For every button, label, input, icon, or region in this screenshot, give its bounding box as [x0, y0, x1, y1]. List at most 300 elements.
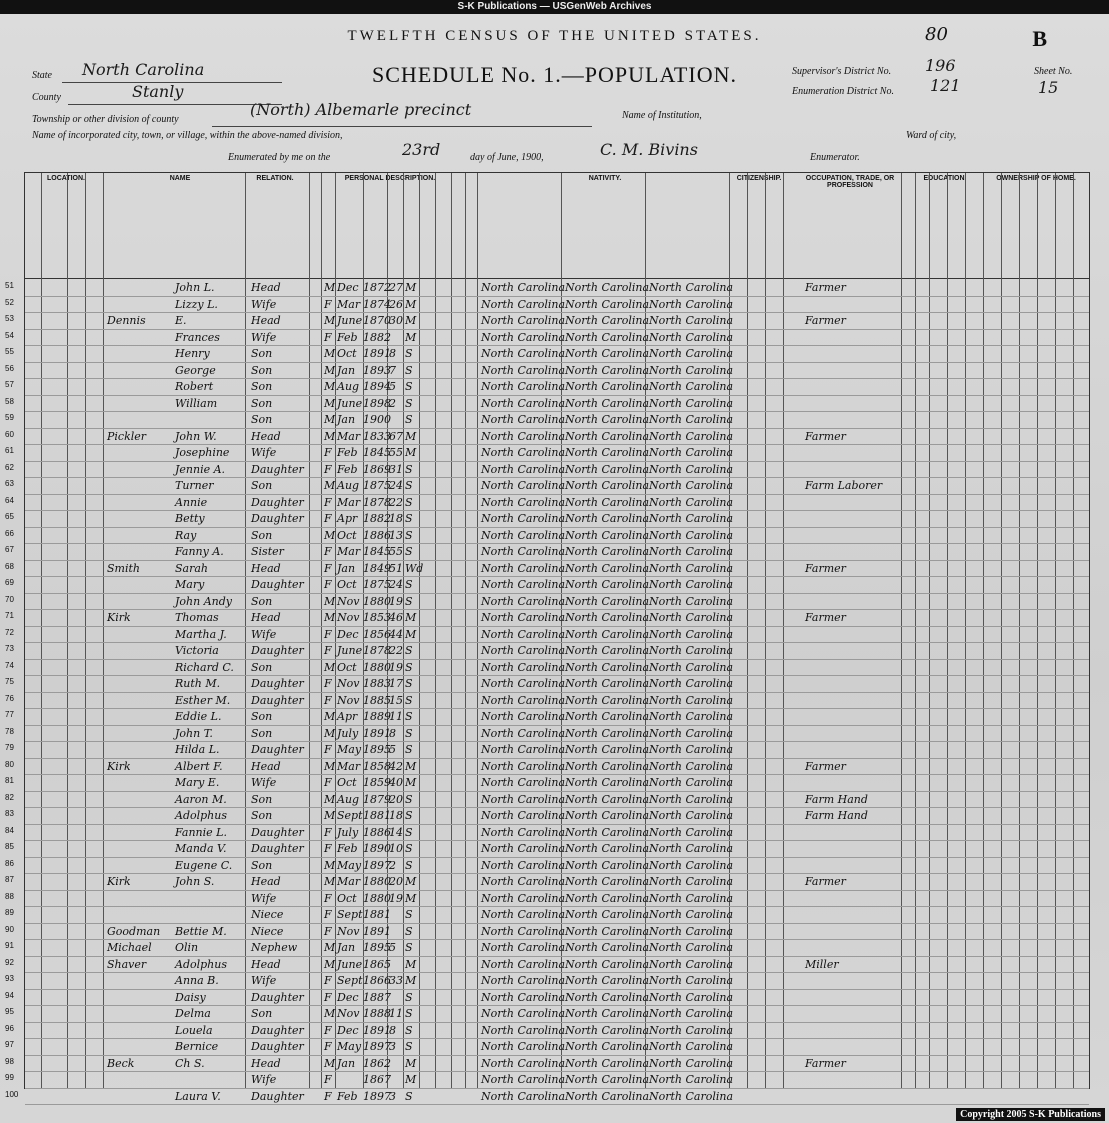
- enumeration-label: Enumeration District No.: [792, 86, 894, 97]
- cell-given: Mary E.: [175, 776, 220, 789]
- cell-father: North Carolina: [565, 908, 650, 921]
- cell-birthplace: North Carolina: [481, 396, 566, 410]
- cell-age: 55: [389, 545, 403, 558]
- cell-year: 1882: [363, 512, 391, 525]
- line-number: 95: [5, 1007, 14, 1016]
- cell-mother: North Carolina: [649, 429, 734, 443]
- cell-birthplace: North Carolina: [481, 693, 566, 707]
- cell-father: North Carolina: [565, 743, 650, 756]
- cell-mother: North Carolina: [649, 578, 734, 591]
- cell-father: North Carolina: [565, 380, 650, 393]
- cell-birthplace: North Carolina: [481, 297, 566, 311]
- cell-sex: F: [324, 1089, 332, 1103]
- col-nativity: NATIVITY.: [588, 175, 622, 182]
- cell-sex: F: [324, 1023, 332, 1037]
- cell-mother: North Carolina: [649, 974, 734, 987]
- cell-marital: S: [405, 924, 413, 938]
- cell-month: Jan: [337, 413, 356, 426]
- cell-mother: North Carolina: [649, 1056, 734, 1070]
- cell-given: Richard C.: [175, 660, 234, 674]
- cell-given: Louela: [175, 1023, 213, 1037]
- line-number: 72: [5, 627, 14, 637]
- table-row: [5, 609, 1089, 627]
- township-underline: [212, 126, 592, 127]
- cell-given: John Andy: [175, 594, 232, 608]
- cell-month: July: [337, 825, 359, 839]
- sheet-value: 15: [1038, 78, 1059, 97]
- cell-given: Aaron M.: [175, 792, 227, 806]
- cell-relation: Daughter: [251, 512, 304, 525]
- supervisor-value: 196: [925, 56, 956, 75]
- cell-birthplace: North Carolina: [481, 495, 566, 509]
- township-value: (North) Albemarle precinct: [250, 100, 472, 119]
- cell-marital: S: [405, 908, 413, 921]
- cell-year: 1867: [363, 1073, 391, 1086]
- cell-year: 1845: [363, 446, 391, 459]
- cell-month: June: [337, 957, 363, 971]
- cell-birthplace: North Carolina: [481, 941, 566, 954]
- table-row: [5, 576, 1089, 594]
- cell-year: 1890: [363, 842, 391, 855]
- cell-sex: M: [324, 941, 336, 954]
- cell-birthplace: North Carolina: [481, 413, 566, 426]
- cell-age: 8: [389, 347, 396, 360]
- cell-month: July: [337, 726, 359, 740]
- cell-birthplace: North Carolina: [481, 594, 566, 608]
- cell-father: North Carolina: [565, 347, 650, 360]
- cell-age: 42: [389, 759, 403, 773]
- cell-marital: S: [405, 660, 413, 674]
- cell-father: North Carolina: [565, 281, 650, 294]
- cell-year: 1882: [363, 330, 391, 344]
- table-row: [5, 659, 1089, 677]
- cell-father: North Carolina: [565, 363, 650, 377]
- cell-given: Adolphus: [175, 957, 227, 971]
- cell-sex: F: [324, 891, 332, 905]
- cell-birthplace: North Carolina: [481, 858, 566, 872]
- cell-month: Apr: [337, 512, 358, 525]
- cell-relation: Son: [251, 858, 273, 872]
- cell-father: North Carolina: [565, 413, 650, 426]
- cell-mother: North Carolina: [649, 825, 734, 839]
- cell-mother: North Carolina: [649, 561, 734, 575]
- cell-relation: Head: [251, 561, 281, 575]
- cell-mother: North Carolina: [649, 413, 734, 426]
- cell-father: North Carolina: [565, 759, 650, 773]
- cell-father: North Carolina: [565, 809, 650, 822]
- cell-age: 44: [389, 627, 403, 641]
- cell-marital: M: [405, 776, 417, 789]
- cell-year: 1894: [363, 380, 391, 393]
- cell-birthplace: North Carolina: [481, 1056, 566, 1070]
- cell-given: Esther M.: [175, 693, 231, 707]
- cell-marital: S: [405, 825, 413, 839]
- cell-age: 15: [389, 693, 403, 707]
- cell-month: Oct: [337, 347, 357, 360]
- cell-birthplace: North Carolina: [481, 792, 566, 806]
- cell-month: Apr: [337, 710, 358, 723]
- cell-marital: S: [405, 495, 413, 509]
- cell-age: 20: [389, 875, 403, 888]
- cell-given: George: [175, 363, 216, 377]
- cell-given: Jennie A.: [175, 462, 226, 476]
- cell-month: June: [337, 396, 363, 410]
- cell-marital: M: [405, 314, 417, 327]
- cell-mother: North Carolina: [649, 281, 734, 294]
- cell-sex: M: [324, 809, 336, 822]
- cell-age: 24: [389, 578, 403, 591]
- line-number: 66: [5, 528, 14, 538]
- cell-sex: F: [324, 561, 332, 575]
- line-number: 53: [5, 314, 14, 323]
- cell-year: 1878: [363, 644, 391, 657]
- county-value: Stanly: [132, 82, 184, 101]
- cell-sex: M: [324, 792, 336, 806]
- cell-mother: North Carolina: [649, 479, 734, 492]
- cell-given: John L.: [175, 281, 215, 294]
- cell-marital: S: [405, 990, 413, 1004]
- cell-month: Nov: [337, 611, 360, 624]
- cell-sex: F: [324, 462, 332, 476]
- cell-year: 1893: [363, 363, 391, 377]
- cell-year: 1881: [363, 908, 391, 921]
- cell-given: Henry: [175, 347, 210, 360]
- table-row: [5, 1005, 1089, 1023]
- cell-birthplace: North Carolina: [481, 446, 566, 459]
- cell-surname: Kirk: [107, 759, 131, 773]
- cell-marital: S: [405, 858, 413, 872]
- line-number: 79: [5, 743, 14, 752]
- cell-age: 3: [389, 1040, 396, 1053]
- cell-birthplace: North Carolina: [481, 363, 566, 377]
- cell-age: 19: [389, 660, 403, 674]
- cell-surname: Michael: [107, 941, 152, 954]
- line-number: 69: [5, 578, 14, 587]
- cell-year: 1869: [363, 462, 391, 476]
- cell-year: 1845: [363, 545, 391, 558]
- cell-mother: North Carolina: [649, 693, 734, 707]
- cell-year: 1880: [363, 891, 391, 905]
- cell-month: Jan: [337, 561, 356, 575]
- table-row: [5, 840, 1089, 858]
- cell-relation: Son: [251, 660, 273, 674]
- cell-month: Mar: [337, 429, 361, 443]
- cell-sex: F: [324, 297, 332, 311]
- cell-birthplace: North Carolina: [481, 677, 566, 690]
- cell-relation: Head: [251, 314, 281, 327]
- cell-month: May: [337, 743, 362, 756]
- cell-given: Betty: [175, 512, 205, 525]
- table-row: [5, 543, 1089, 561]
- cell-marital: S: [405, 693, 413, 707]
- cell-year: 1865: [363, 957, 391, 971]
- cell-occupation: Farmer: [805, 611, 846, 624]
- cell-given: Albert F.: [175, 759, 223, 773]
- cell-year: 1858: [363, 759, 391, 773]
- cell-year: 1883: [363, 677, 391, 690]
- line-number: 52: [5, 297, 14, 307]
- cell-relation: Daughter: [251, 990, 304, 1004]
- table-row: [5, 329, 1089, 347]
- cell-year: 1862: [363, 1056, 391, 1070]
- cell-relation: Daughter: [251, 693, 304, 707]
- cell-age: 27: [389, 281, 403, 294]
- line-number: 73: [5, 644, 14, 653]
- cell-given: Thomas: [175, 611, 219, 624]
- table-row: [5, 626, 1089, 644]
- cell-birthplace: North Carolina: [481, 660, 566, 674]
- line-number: 60: [5, 429, 14, 439]
- table-row: [5, 972, 1089, 990]
- cell-year: 1853: [363, 611, 391, 624]
- archive-banner: S-K Publications — USGenWeb Archives: [0, 0, 1109, 14]
- table-row: [5, 279, 1089, 297]
- cell-surname: Kirk: [107, 611, 131, 624]
- table-row: [5, 593, 1089, 611]
- cell-sex: F: [324, 990, 332, 1004]
- table-row: [5, 989, 1089, 1007]
- cell-month: June: [337, 644, 363, 657]
- sheet-label: Sheet No.: [1034, 66, 1073, 77]
- cell-relation: Wife: [251, 627, 277, 641]
- cell-mother: North Carolina: [649, 528, 734, 542]
- cell-birthplace: North Carolina: [481, 842, 566, 855]
- cell-father: North Carolina: [565, 842, 650, 855]
- cell-year: 1875: [363, 479, 391, 492]
- cell-father: North Carolina: [565, 858, 650, 872]
- cell-relation: Head: [251, 1056, 281, 1070]
- table-body: [5, 279, 1089, 1103]
- line-number: 67: [5, 545, 14, 554]
- table-row: [5, 444, 1089, 462]
- cell-mother: North Carolina: [649, 776, 734, 789]
- line-number: 51: [5, 281, 14, 290]
- cell-sex: M: [324, 314, 336, 327]
- line-number: 74: [5, 660, 14, 670]
- table-row: [5, 956, 1089, 974]
- cell-birthplace: North Carolina: [481, 825, 566, 839]
- line-number: 98: [5, 1056, 14, 1066]
- cell-sex: F: [324, 693, 332, 707]
- cell-father: North Carolina: [565, 776, 650, 789]
- cell-father: North Carolina: [565, 429, 650, 443]
- cell-year: 1897: [363, 858, 391, 872]
- cell-relation: Wife: [251, 974, 277, 987]
- cell-sex: F: [324, 330, 332, 344]
- cell-month: Nov: [337, 924, 360, 938]
- line-number: 75: [5, 677, 14, 686]
- cell-year: 1856: [363, 627, 391, 641]
- cell-mother: North Carolina: [649, 759, 734, 773]
- cell-birthplace: North Carolina: [481, 759, 566, 773]
- cell-given: Delma: [175, 1007, 211, 1020]
- line-number: 61: [5, 446, 14, 455]
- cell-age: 5: [389, 743, 396, 756]
- cell-sex: M: [324, 1007, 336, 1020]
- cell-age: 3: [389, 1089, 396, 1103]
- cell-mother: North Carolina: [649, 1073, 734, 1086]
- cell-given: Daisy: [175, 990, 206, 1004]
- cell-age: 10: [389, 842, 403, 855]
- cell-occupation: Farmer: [805, 429, 846, 443]
- cell-month: Oct: [337, 578, 357, 591]
- cell-father: North Carolina: [565, 644, 650, 657]
- cell-mother: North Carolina: [649, 347, 734, 360]
- cell-sex: M: [324, 875, 336, 888]
- cell-year: 1885: [363, 693, 391, 707]
- cell-year: 1874: [363, 297, 391, 311]
- cell-relation: Son: [251, 528, 273, 542]
- line-number: 91: [5, 941, 14, 950]
- cell-mother: North Carolina: [649, 743, 734, 756]
- line-number: 57: [5, 380, 14, 389]
- cell-year: 1891: [363, 924, 391, 938]
- cell-marital: Wd: [405, 561, 424, 575]
- cell-sex: M: [324, 396, 336, 410]
- cell-birthplace: North Carolina: [481, 924, 566, 938]
- cell-birthplace: North Carolina: [481, 479, 566, 492]
- township-label: Township or other division of county: [32, 114, 179, 125]
- table-row: [5, 890, 1089, 908]
- cell-given: Josephine: [175, 446, 230, 459]
- cell-given: E.: [175, 314, 187, 327]
- cell-mother: North Carolina: [649, 1007, 734, 1020]
- table-row: [5, 560, 1089, 578]
- cell-age: 5: [389, 941, 396, 954]
- cell-sex: F: [324, 825, 332, 839]
- table-row: [5, 906, 1089, 924]
- cell-marital: M: [405, 1056, 417, 1070]
- cell-sex: F: [324, 578, 332, 591]
- line-number: 86: [5, 858, 14, 868]
- cell-year: 1895: [363, 743, 391, 756]
- cell-marital: S: [405, 710, 413, 723]
- table-row: [5, 296, 1089, 314]
- cell-father: North Carolina: [565, 1089, 650, 1103]
- cell-year: 1898: [363, 396, 391, 410]
- cell-mother: North Carolina: [649, 363, 734, 377]
- cell-age: 2: [389, 396, 396, 410]
- cell-occupation: Farmer: [805, 561, 846, 575]
- cell-mother: North Carolina: [649, 891, 734, 905]
- line-number: 78: [5, 726, 14, 736]
- cell-mother: North Carolina: [649, 611, 734, 624]
- cell-birthplace: North Carolina: [481, 281, 566, 294]
- cell-age: 67: [389, 429, 403, 443]
- table-row: [5, 758, 1089, 776]
- cell-month: Dec: [337, 990, 359, 1004]
- cell-year: 1891: [363, 1023, 391, 1037]
- cell-given: Robert: [175, 380, 214, 393]
- cell-month: Feb: [337, 446, 358, 459]
- line-number: 85: [5, 842, 14, 851]
- cell-month: Nov: [337, 1007, 360, 1020]
- cell-age: 5: [389, 380, 396, 393]
- cell-relation: Daughter: [251, 825, 304, 839]
- cell-age: 33: [389, 974, 403, 987]
- cell-month: Mar: [337, 297, 361, 311]
- cell-age: 8: [389, 1023, 396, 1037]
- cell-month: Nov: [337, 677, 360, 690]
- cell-relation: Daughter: [251, 842, 304, 855]
- cell-marital: S: [405, 1089, 413, 1103]
- table-row: [5, 791, 1089, 809]
- col-occupation: OCCUPATION, TRADE, OR PROFESSION: [805, 175, 895, 189]
- line-number: 88: [5, 891, 14, 901]
- cell-father: North Carolina: [565, 875, 650, 888]
- cell-age: 30: [389, 314, 403, 327]
- cell-birthplace: North Carolina: [481, 974, 566, 987]
- cell-surname: Dennis: [107, 314, 146, 327]
- line-number: 70: [5, 594, 14, 604]
- line-number: 87: [5, 875, 14, 884]
- table-row: [5, 362, 1089, 380]
- cell-surname: Smith: [107, 561, 140, 575]
- cell-marital: M: [405, 759, 417, 773]
- cell-sex: M: [324, 726, 336, 740]
- cell-marital: M: [405, 611, 417, 624]
- cell-marital: M: [405, 1073, 417, 1086]
- cell-month: Jan: [337, 1056, 356, 1070]
- cell-relation: Head: [251, 611, 281, 624]
- cell-month: Sept: [337, 809, 363, 822]
- line-number: 76: [5, 693, 14, 703]
- cell-relation: Daughter: [251, 578, 304, 591]
- cell-birthplace: North Carolina: [481, 462, 566, 476]
- cell-month: Aug: [337, 479, 360, 492]
- cell-marital: S: [405, 347, 413, 360]
- line-number: 54: [5, 330, 14, 340]
- cell-month: Oct: [337, 776, 357, 789]
- cell-year: 1849: [363, 561, 391, 575]
- cell-mother: North Carolina: [649, 941, 734, 954]
- line-number: 84: [5, 825, 14, 835]
- cell-marital: S: [405, 1040, 413, 1053]
- cell-marital: S: [405, 528, 413, 542]
- cell-marital: S: [405, 545, 413, 558]
- cell-birthplace: North Carolina: [481, 561, 566, 575]
- cell-given: Bernice: [175, 1040, 219, 1053]
- cell-given: Hilda L.: [175, 743, 220, 756]
- table-row: [5, 939, 1089, 957]
- cell-marital: S: [405, 677, 413, 690]
- cell-month: May: [337, 858, 362, 872]
- cell-birthplace: North Carolina: [481, 1007, 566, 1020]
- cell-age: 31: [389, 462, 403, 476]
- cell-age: 22: [389, 644, 403, 657]
- cell-relation: Wife: [251, 891, 277, 905]
- cell-month: Mar: [337, 759, 361, 773]
- cell-year: 1866: [363, 974, 391, 987]
- cell-relation: Wife: [251, 446, 277, 459]
- cell-sex: M: [324, 660, 336, 674]
- cell-month: Dec: [337, 627, 359, 641]
- table-row: [5, 873, 1089, 891]
- cell-father: North Carolina: [565, 396, 650, 410]
- cell-relation: Daughter: [251, 743, 304, 756]
- line-number: 64: [5, 495, 14, 505]
- cell-sex: F: [324, 743, 332, 756]
- state-label: State: [32, 70, 52, 81]
- schedule-title: SCHEDULE No. 1.—POPULATION.: [372, 62, 737, 87]
- cell-sex: F: [324, 512, 332, 525]
- cell-mother: North Carolina: [649, 1023, 734, 1037]
- cell-sex: F: [324, 446, 332, 459]
- cell-year: 1879: [363, 792, 391, 806]
- cell-birthplace: North Carolina: [481, 644, 566, 657]
- cell-birthplace: North Carolina: [481, 380, 566, 393]
- cell-marital: S: [405, 1023, 413, 1037]
